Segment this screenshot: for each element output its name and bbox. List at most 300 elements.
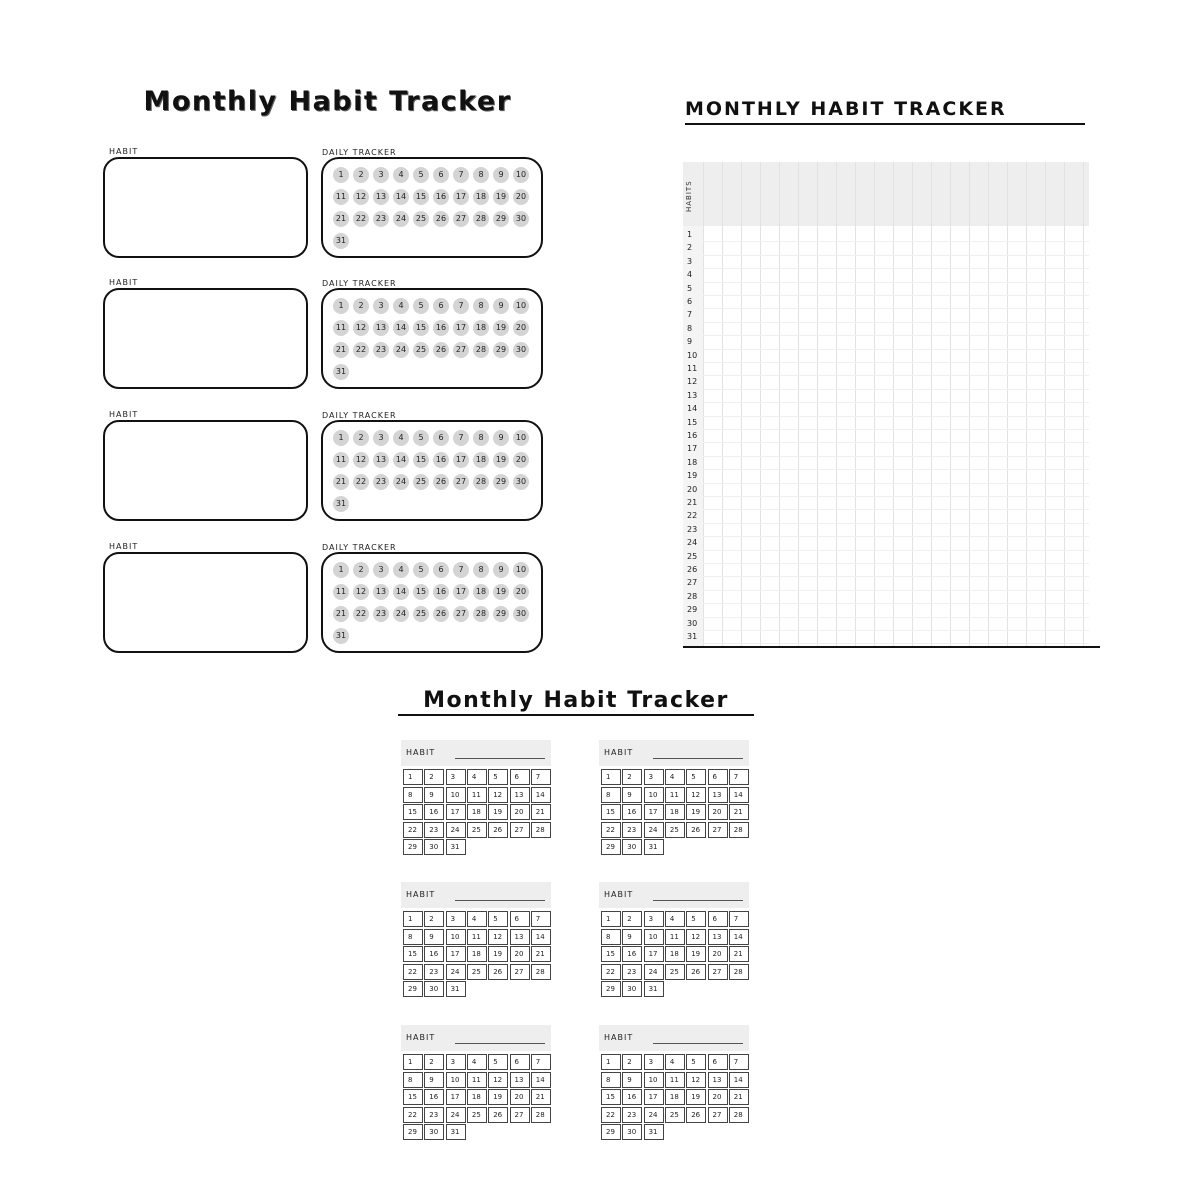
day-cell[interactable]: 27 xyxy=(708,964,728,980)
day-circle[interactable]: 13 xyxy=(373,189,389,205)
day-circle[interactable]: 3 xyxy=(373,562,389,578)
day-cell[interactable]: 12 xyxy=(686,1072,706,1088)
day-cell[interactable]: 21 xyxy=(531,1089,551,1105)
day-cell[interactable]: 10 xyxy=(446,1072,466,1088)
day-cell[interactable]: 20 xyxy=(708,804,728,820)
day-cell[interactable]: 18 xyxy=(665,946,685,962)
day-cell[interactable]: 8 xyxy=(403,787,423,803)
day-circle[interactable]: 25 xyxy=(413,342,429,358)
day-circle[interactable]: 27 xyxy=(453,342,469,358)
day-circle[interactable]: 15 xyxy=(413,189,429,205)
day-circle[interactable]: 3 xyxy=(373,167,389,183)
day-cell[interactable]: 6 xyxy=(708,769,728,785)
day-circle[interactable]: 21 xyxy=(333,474,349,490)
day-cell[interactable]: 27 xyxy=(510,964,530,980)
day-circle[interactable]: 5 xyxy=(413,298,429,314)
day-cell[interactable]: 27 xyxy=(510,822,530,838)
day-cell[interactable]: 11 xyxy=(665,787,685,803)
day-circle[interactable]: 13 xyxy=(373,452,389,468)
day-cell[interactable]: 17 xyxy=(446,1089,466,1105)
day-cell[interactable]: 30 xyxy=(424,981,444,997)
day-cell[interactable]: 29 xyxy=(601,1124,621,1140)
day-cell[interactable]: 2 xyxy=(424,1054,444,1070)
day-circle[interactable]: 9 xyxy=(493,430,509,446)
habit-name-line[interactable] xyxy=(455,1043,545,1044)
day-cell[interactable]: 26 xyxy=(488,964,508,980)
day-cell[interactable]: 7 xyxy=(729,1054,749,1070)
day-circle[interactable]: 8 xyxy=(473,430,489,446)
day-circle[interactable]: 7 xyxy=(453,298,469,314)
day-cell[interactable]: 4 xyxy=(665,911,685,927)
day-circle[interactable]: 10 xyxy=(513,167,529,183)
day-circle[interactable]: 25 xyxy=(413,211,429,227)
day-circle[interactable]: 8 xyxy=(473,298,489,314)
day-cell[interactable]: 13 xyxy=(708,1072,728,1088)
day-cell[interactable]: 8 xyxy=(403,1072,423,1088)
day-cell[interactable]: 20 xyxy=(510,946,530,962)
day-circle[interactable]: 10 xyxy=(513,298,529,314)
day-cell[interactable]: 15 xyxy=(601,804,621,820)
day-cell[interactable]: 27 xyxy=(708,1107,728,1123)
habit-name-line[interactable] xyxy=(653,758,743,759)
day-circle[interactable]: 3 xyxy=(373,430,389,446)
day-cell[interactable]: 20 xyxy=(510,804,530,820)
day-cell[interactable]: 8 xyxy=(601,787,621,803)
day-cell[interactable]: 21 xyxy=(729,946,749,962)
day-cell[interactable]: 17 xyxy=(446,946,466,962)
day-cell[interactable]: 24 xyxy=(446,964,466,980)
day-circle[interactable]: 31 xyxy=(333,233,349,249)
day-cell[interactable]: 1 xyxy=(601,769,621,785)
day-circle[interactable]: 21 xyxy=(333,606,349,622)
day-circle[interactable]: 19 xyxy=(493,320,509,336)
day-circle[interactable]: 10 xyxy=(513,430,529,446)
day-circle[interactable]: 26 xyxy=(433,474,449,490)
habit-name-line[interactable] xyxy=(455,758,545,759)
day-cell[interactable]: 1 xyxy=(601,1054,621,1070)
day-cell[interactable]: 6 xyxy=(510,911,530,927)
day-circle[interactable]: 31 xyxy=(333,364,349,380)
day-cell[interactable]: 10 xyxy=(644,787,664,803)
day-circle[interactable]: 12 xyxy=(353,584,369,600)
day-cell[interactable]: 1 xyxy=(403,769,423,785)
day-cell[interactable]: 13 xyxy=(510,1072,530,1088)
day-circle[interactable]: 6 xyxy=(433,298,449,314)
day-circle[interactable]: 17 xyxy=(453,584,469,600)
day-cell[interactable]: 25 xyxy=(665,822,685,838)
day-cell[interactable]: 20 xyxy=(708,946,728,962)
day-circle[interactable]: 12 xyxy=(353,189,369,205)
day-cell[interactable]: 14 xyxy=(531,929,551,945)
day-cell[interactable]: 29 xyxy=(403,839,423,855)
day-cell[interactable]: 15 xyxy=(403,946,423,962)
day-cell[interactable]: 24 xyxy=(644,964,664,980)
day-circle[interactable]: 10 xyxy=(513,562,529,578)
day-cell[interactable]: 16 xyxy=(622,946,642,962)
day-cell[interactable]: 14 xyxy=(729,929,749,945)
habit-input-box[interactable] xyxy=(103,157,308,258)
day-cell[interactable]: 30 xyxy=(424,839,444,855)
day-cell[interactable]: 19 xyxy=(686,946,706,962)
day-cell[interactable]: 25 xyxy=(467,822,487,838)
day-circle[interactable]: 23 xyxy=(373,342,389,358)
day-cell[interactable]: 19 xyxy=(686,804,706,820)
day-cell[interactable]: 16 xyxy=(424,804,444,820)
day-circle[interactable]: 14 xyxy=(393,189,409,205)
day-cell[interactable]: 7 xyxy=(531,1054,551,1070)
day-cell[interactable]: 29 xyxy=(601,981,621,997)
day-cell[interactable]: 28 xyxy=(729,1107,749,1123)
day-cell[interactable]: 22 xyxy=(403,964,423,980)
day-circle[interactable]: 12 xyxy=(353,320,369,336)
day-cell[interactable]: 26 xyxy=(488,822,508,838)
day-circle[interactable]: 7 xyxy=(453,167,469,183)
day-circle[interactable]: 2 xyxy=(353,167,369,183)
day-cell[interactable]: 8 xyxy=(601,929,621,945)
day-circle[interactable]: 24 xyxy=(393,211,409,227)
day-circle[interactable]: 28 xyxy=(473,606,489,622)
day-cell[interactable]: 19 xyxy=(488,946,508,962)
day-circle[interactable]: 13 xyxy=(373,584,389,600)
day-circle[interactable]: 26 xyxy=(433,606,449,622)
day-cell[interactable]: 26 xyxy=(686,822,706,838)
day-circle[interactable]: 4 xyxy=(393,430,409,446)
day-cell[interactable]: 16 xyxy=(622,804,642,820)
habit-input-box[interactable] xyxy=(103,552,308,653)
day-cell[interactable]: 23 xyxy=(622,822,642,838)
day-cell[interactable]: 15 xyxy=(601,946,621,962)
day-cell[interactable]: 29 xyxy=(601,839,621,855)
day-cell[interactable]: 1 xyxy=(403,1054,423,1070)
day-cell[interactable]: 10 xyxy=(644,1072,664,1088)
day-cell[interactable]: 11 xyxy=(467,1072,487,1088)
day-cell[interactable]: 15 xyxy=(403,804,423,820)
day-cell[interactable]: 24 xyxy=(644,1107,664,1123)
day-circle[interactable]: 14 xyxy=(393,452,409,468)
day-circle[interactable]: 20 xyxy=(513,584,529,600)
day-circle[interactable]: 16 xyxy=(433,584,449,600)
day-cell[interactable]: 30 xyxy=(424,1124,444,1140)
day-circle[interactable]: 1 xyxy=(333,430,349,446)
day-cell[interactable]: 14 xyxy=(729,1072,749,1088)
day-cell[interactable]: 10 xyxy=(446,929,466,945)
day-cell[interactable]: 22 xyxy=(601,1107,621,1123)
day-cell[interactable]: 6 xyxy=(708,1054,728,1070)
day-cell[interactable]: 18 xyxy=(665,804,685,820)
day-cell[interactable]: 22 xyxy=(601,964,621,980)
habit-name-line[interactable] xyxy=(653,900,743,901)
day-circle[interactable]: 6 xyxy=(433,430,449,446)
day-circle[interactable]: 19 xyxy=(493,189,509,205)
day-circle[interactable]: 2 xyxy=(353,298,369,314)
day-circle[interactable]: 26 xyxy=(433,211,449,227)
day-circle[interactable]: 19 xyxy=(493,452,509,468)
day-circle[interactable]: 30 xyxy=(513,606,529,622)
habit-input-box[interactable] xyxy=(103,420,308,521)
day-cell[interactable]: 4 xyxy=(665,769,685,785)
day-cell[interactable]: 1 xyxy=(601,911,621,927)
day-circle[interactable]: 16 xyxy=(433,452,449,468)
day-circle[interactable]: 29 xyxy=(493,474,509,490)
day-circle[interactable]: 9 xyxy=(493,562,509,578)
day-circle[interactable]: 13 xyxy=(373,320,389,336)
day-cell[interactable]: 12 xyxy=(488,787,508,803)
day-circle[interactable]: 16 xyxy=(433,320,449,336)
day-circle[interactable]: 20 xyxy=(513,320,529,336)
day-cell[interactable]: 18 xyxy=(467,946,487,962)
day-circle[interactable]: 20 xyxy=(513,189,529,205)
day-circle[interactable]: 29 xyxy=(493,606,509,622)
day-circle[interactable]: 15 xyxy=(413,452,429,468)
day-cell[interactable]: 9 xyxy=(424,929,444,945)
day-circle[interactable]: 26 xyxy=(433,342,449,358)
day-circle[interactable]: 15 xyxy=(413,320,429,336)
day-circle[interactable]: 22 xyxy=(353,474,369,490)
day-circle[interactable]: 27 xyxy=(453,474,469,490)
day-circle[interactable]: 1 xyxy=(333,167,349,183)
day-cell[interactable]: 25 xyxy=(665,964,685,980)
day-circle[interactable]: 23 xyxy=(373,606,389,622)
day-circle[interactable]: 31 xyxy=(333,496,349,512)
day-cell[interactable]: 5 xyxy=(488,911,508,927)
day-cell[interactable]: 21 xyxy=(729,1089,749,1105)
day-cell[interactable]: 2 xyxy=(424,911,444,927)
day-circle[interactable]: 27 xyxy=(453,211,469,227)
day-cell[interactable]: 16 xyxy=(424,946,444,962)
day-cell[interactable]: 13 xyxy=(510,929,530,945)
day-cell[interactable]: 16 xyxy=(424,1089,444,1105)
day-circle[interactable]: 18 xyxy=(473,584,489,600)
day-cell[interactable]: 1 xyxy=(403,911,423,927)
day-cell[interactable]: 6 xyxy=(510,1054,530,1070)
day-circle[interactable]: 27 xyxy=(453,606,469,622)
day-cell[interactable]: 15 xyxy=(601,1089,621,1105)
day-cell[interactable]: 30 xyxy=(622,981,642,997)
day-cell[interactable]: 14 xyxy=(729,787,749,803)
day-circle[interactable]: 22 xyxy=(353,211,369,227)
day-circle[interactable]: 28 xyxy=(473,342,489,358)
day-circle[interactable]: 5 xyxy=(413,167,429,183)
day-circle[interactable]: 8 xyxy=(473,562,489,578)
day-cell[interactable]: 23 xyxy=(622,964,642,980)
day-cell[interactable]: 20 xyxy=(708,1089,728,1105)
day-circle[interactable]: 28 xyxy=(473,474,489,490)
day-circle[interactable]: 22 xyxy=(353,606,369,622)
day-cell[interactable]: 3 xyxy=(446,911,466,927)
day-cell[interactable]: 29 xyxy=(403,1124,423,1140)
day-cell[interactable]: 31 xyxy=(446,839,466,855)
day-cell[interactable]: 19 xyxy=(488,804,508,820)
day-cell[interactable]: 11 xyxy=(467,787,487,803)
day-cell[interactable]: 10 xyxy=(446,787,466,803)
habit-name-line[interactable] xyxy=(653,1043,743,1044)
day-cell[interactable]: 31 xyxy=(446,1124,466,1140)
day-cell[interactable]: 12 xyxy=(686,929,706,945)
day-cell[interactable]: 9 xyxy=(622,1072,642,1088)
day-cell[interactable]: 22 xyxy=(403,822,423,838)
day-cell[interactable]: 19 xyxy=(686,1089,706,1105)
day-circle[interactable]: 22 xyxy=(353,342,369,358)
day-cell[interactable]: 4 xyxy=(665,1054,685,1070)
day-circle[interactable]: 14 xyxy=(393,584,409,600)
day-circle[interactable]: 4 xyxy=(393,167,409,183)
day-cell[interactable]: 21 xyxy=(531,946,551,962)
day-cell[interactable]: 27 xyxy=(708,822,728,838)
day-circle[interactable]: 14 xyxy=(393,320,409,336)
day-circle[interactable]: 1 xyxy=(333,562,349,578)
day-circle[interactable]: 23 xyxy=(373,211,389,227)
day-cell[interactable]: 28 xyxy=(531,1107,551,1123)
day-circle[interactable]: 28 xyxy=(473,211,489,227)
day-circle[interactable]: 19 xyxy=(493,584,509,600)
day-cell[interactable]: 8 xyxy=(601,1072,621,1088)
day-circle[interactable]: 24 xyxy=(393,342,409,358)
day-cell[interactable]: 22 xyxy=(403,1107,423,1123)
day-circle[interactable]: 3 xyxy=(373,298,389,314)
day-cell[interactable]: 7 xyxy=(531,769,551,785)
day-circle[interactable]: 29 xyxy=(493,211,509,227)
day-circle[interactable]: 6 xyxy=(433,562,449,578)
day-cell[interactable]: 31 xyxy=(644,981,664,997)
day-cell[interactable]: 5 xyxy=(686,769,706,785)
day-circle[interactable]: 24 xyxy=(393,606,409,622)
day-circle[interactable]: 2 xyxy=(353,562,369,578)
day-circle[interactable]: 17 xyxy=(453,452,469,468)
day-circle[interactable]: 11 xyxy=(333,584,349,600)
day-cell[interactable]: 28 xyxy=(729,822,749,838)
day-cell[interactable]: 28 xyxy=(531,822,551,838)
day-cell[interactable]: 13 xyxy=(510,787,530,803)
day-circle[interactable]: 11 xyxy=(333,452,349,468)
day-circle[interactable]: 12 xyxy=(353,452,369,468)
day-cell[interactable]: 6 xyxy=(510,769,530,785)
habit-input-box[interactable] xyxy=(103,288,308,389)
day-cell[interactable]: 6 xyxy=(708,911,728,927)
day-circle[interactable]: 25 xyxy=(413,606,429,622)
day-cell[interactable]: 14 xyxy=(531,787,551,803)
day-cell[interactable]: 31 xyxy=(446,981,466,997)
day-circle[interactable]: 1 xyxy=(333,298,349,314)
day-cell[interactable]: 18 xyxy=(665,1089,685,1105)
day-cell[interactable]: 5 xyxy=(686,911,706,927)
day-cell[interactable]: 29 xyxy=(403,981,423,997)
day-cell[interactable]: 26 xyxy=(488,1107,508,1123)
day-cell[interactable]: 17 xyxy=(644,946,664,962)
day-cell[interactable]: 12 xyxy=(686,787,706,803)
day-cell[interactable]: 23 xyxy=(424,964,444,980)
day-circle[interactable]: 30 xyxy=(513,211,529,227)
day-cell[interactable]: 10 xyxy=(644,929,664,945)
day-cell[interactable]: 3 xyxy=(644,1054,664,1070)
day-cell[interactable]: 3 xyxy=(446,769,466,785)
day-cell[interactable]: 2 xyxy=(424,769,444,785)
day-cell[interactable]: 23 xyxy=(424,1107,444,1123)
day-cell[interactable]: 3 xyxy=(644,911,664,927)
day-cell[interactable]: 5 xyxy=(488,769,508,785)
day-cell[interactable]: 17 xyxy=(446,804,466,820)
day-cell[interactable]: 19 xyxy=(488,1089,508,1105)
day-cell[interactable]: 28 xyxy=(729,964,749,980)
day-cell[interactable]: 25 xyxy=(467,1107,487,1123)
day-circle[interactable]: 9 xyxy=(493,167,509,183)
day-cell[interactable]: 26 xyxy=(686,1107,706,1123)
day-cell[interactable]: 31 xyxy=(644,1124,664,1140)
day-circle[interactable]: 30 xyxy=(513,342,529,358)
day-cell[interactable]: 4 xyxy=(467,769,487,785)
day-circle[interactable]: 20 xyxy=(513,452,529,468)
day-cell[interactable]: 9 xyxy=(424,1072,444,1088)
day-cell[interactable]: 9 xyxy=(622,787,642,803)
day-cell[interactable]: 24 xyxy=(446,1107,466,1123)
day-cell[interactable]: 16 xyxy=(622,1089,642,1105)
day-cell[interactable]: 18 xyxy=(467,1089,487,1105)
day-cell[interactable]: 12 xyxy=(488,1072,508,1088)
day-cell[interactable]: 11 xyxy=(665,929,685,945)
day-circle[interactable]: 17 xyxy=(453,320,469,336)
day-circle[interactable]: 5 xyxy=(413,562,429,578)
day-cell[interactable]: 24 xyxy=(446,822,466,838)
day-cell[interactable]: 9 xyxy=(622,929,642,945)
day-cell[interactable]: 7 xyxy=(531,911,551,927)
day-cell[interactable]: 2 xyxy=(622,769,642,785)
day-cell[interactable]: 24 xyxy=(644,822,664,838)
day-circle[interactable]: 18 xyxy=(473,189,489,205)
day-circle[interactable]: 6 xyxy=(433,167,449,183)
day-cell[interactable]: 23 xyxy=(622,1107,642,1123)
day-cell[interactable]: 21 xyxy=(729,804,749,820)
day-cell[interactable]: 5 xyxy=(686,1054,706,1070)
day-circle[interactable]: 23 xyxy=(373,474,389,490)
day-circle[interactable]: 11 xyxy=(333,189,349,205)
day-cell[interactable]: 31 xyxy=(644,839,664,855)
day-circle[interactable]: 11 xyxy=(333,320,349,336)
day-cell[interactable]: 20 xyxy=(510,1089,530,1105)
day-cell[interactable]: 17 xyxy=(644,1089,664,1105)
day-circle[interactable]: 2 xyxy=(353,430,369,446)
day-cell[interactable]: 7 xyxy=(729,769,749,785)
day-circle[interactable]: 5 xyxy=(413,430,429,446)
day-cell[interactable]: 15 xyxy=(403,1089,423,1105)
day-circle[interactable]: 29 xyxy=(493,342,509,358)
day-circle[interactable]: 4 xyxy=(393,298,409,314)
day-cell[interactable]: 4 xyxy=(467,911,487,927)
day-cell[interactable]: 3 xyxy=(644,769,664,785)
day-circle[interactable]: 24 xyxy=(393,474,409,490)
day-circle[interactable]: 9 xyxy=(493,298,509,314)
day-circle[interactable]: 15 xyxy=(413,584,429,600)
day-cell[interactable]: 2 xyxy=(622,911,642,927)
day-circle[interactable]: 16 xyxy=(433,189,449,205)
day-cell[interactable]: 8 xyxy=(403,929,423,945)
day-cell[interactable]: 7 xyxy=(729,911,749,927)
day-cell[interactable]: 11 xyxy=(665,1072,685,1088)
day-circle[interactable]: 7 xyxy=(453,430,469,446)
day-circle[interactable]: 30 xyxy=(513,474,529,490)
day-cell[interactable]: 23 xyxy=(424,822,444,838)
day-circle[interactable]: 21 xyxy=(333,211,349,227)
day-cell[interactable]: 17 xyxy=(644,804,664,820)
day-circle[interactable]: 31 xyxy=(333,628,349,644)
day-cell[interactable]: 14 xyxy=(531,1072,551,1088)
day-cell[interactable]: 11 xyxy=(467,929,487,945)
day-cell[interactable]: 3 xyxy=(446,1054,466,1070)
day-circle[interactable]: 7 xyxy=(453,562,469,578)
day-cell[interactable]: 22 xyxy=(601,822,621,838)
day-circle[interactable]: 8 xyxy=(473,167,489,183)
day-cell[interactable]: 12 xyxy=(488,929,508,945)
day-cell[interactable]: 2 xyxy=(622,1054,642,1070)
day-circle[interactable]: 4 xyxy=(393,562,409,578)
